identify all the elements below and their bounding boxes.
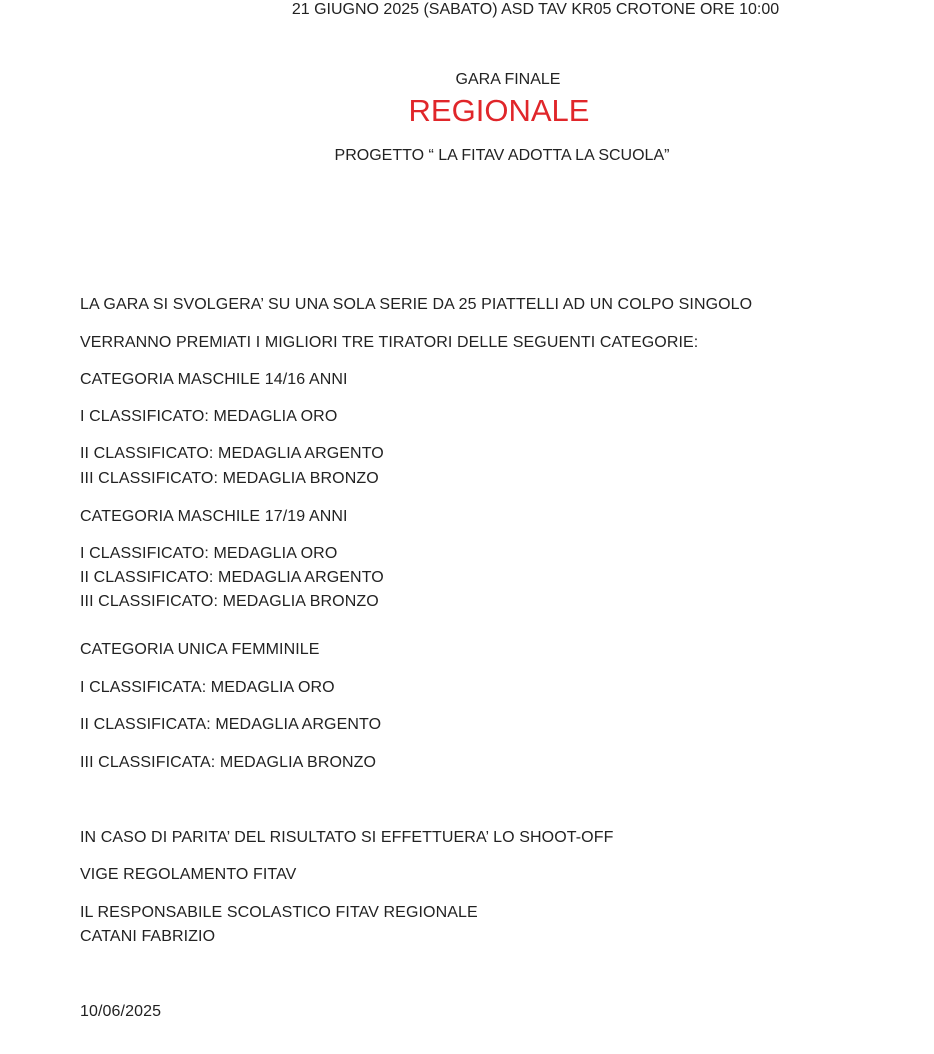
- category-place: II CLASSIFICATO: MEDAGLIA ARGENTO: [80, 569, 384, 586]
- pre-title: GARA FINALE: [455, 71, 561, 88]
- main-title: REGIONALE: [408, 93, 590, 128]
- category-place: III CLASSIFICATA: MEDAGLIA BRONZO: [80, 754, 377, 771]
- category-heading: CATEGORIA UNICA FEMMINILE: [80, 641, 320, 658]
- signature-name: CATANI FABRIZIO: [80, 928, 216, 945]
- category-place: III CLASSIFICATO: MEDAGLIA BRONZO: [80, 470, 379, 487]
- prizes-intro: VERRANNO PREMIATI I MIGLIORI TRE TIRATORI DELLE SEGUENTI CATEGORIE:: [80, 334, 699, 351]
- project-subtitle: PROGETTO “ LA FITAV ADOTTA LA SCUOLA”: [334, 147, 670, 164]
- category-place: I CLASSIFICATA: MEDAGLIA ORO: [80, 679, 335, 696]
- document-date: 10/06/2025: [80, 1003, 162, 1020]
- category-place: I CLASSIFICATO: MEDAGLIA ORO: [80, 408, 338, 425]
- tie-rule: IN CASO DI PARITA’ DEL RISULTATO SI EFFETTUERA’ LO SHOOT-OFF: [80, 829, 614, 846]
- event-date-location: 21 GIUGNO 2025 (SABATO) ASD TAV KR05 CROTONE ORE 10:00: [291, 1, 780, 18]
- regulation-note: VIGE REGOLAMENTO FITAV: [80, 866, 297, 883]
- category-place: I CLASSIFICATO: MEDAGLIA ORO: [80, 545, 338, 562]
- category-place: II CLASSIFICATO: MEDAGLIA ARGENTO: [80, 445, 384, 462]
- category-place: II CLASSIFICATA: MEDAGLIA ARGENTO: [80, 716, 382, 733]
- category-place: III CLASSIFICATO: MEDAGLIA BRONZO: [80, 593, 379, 610]
- category-heading: CATEGORIA MASCHILE 14/16 ANNI: [80, 371, 348, 388]
- rules-text: LA GARA SI SVOLGERA’ SU UNA SOLA SERIE DA 25 PIATTELLI AD UN COLPO SINGOLO: [80, 296, 753, 313]
- signature-role: IL RESPONSABILE SCOLASTICO FITAV REGIONALE: [80, 904, 478, 921]
- category-heading: CATEGORIA MASCHILE 17/19 ANNI: [80, 508, 348, 525]
